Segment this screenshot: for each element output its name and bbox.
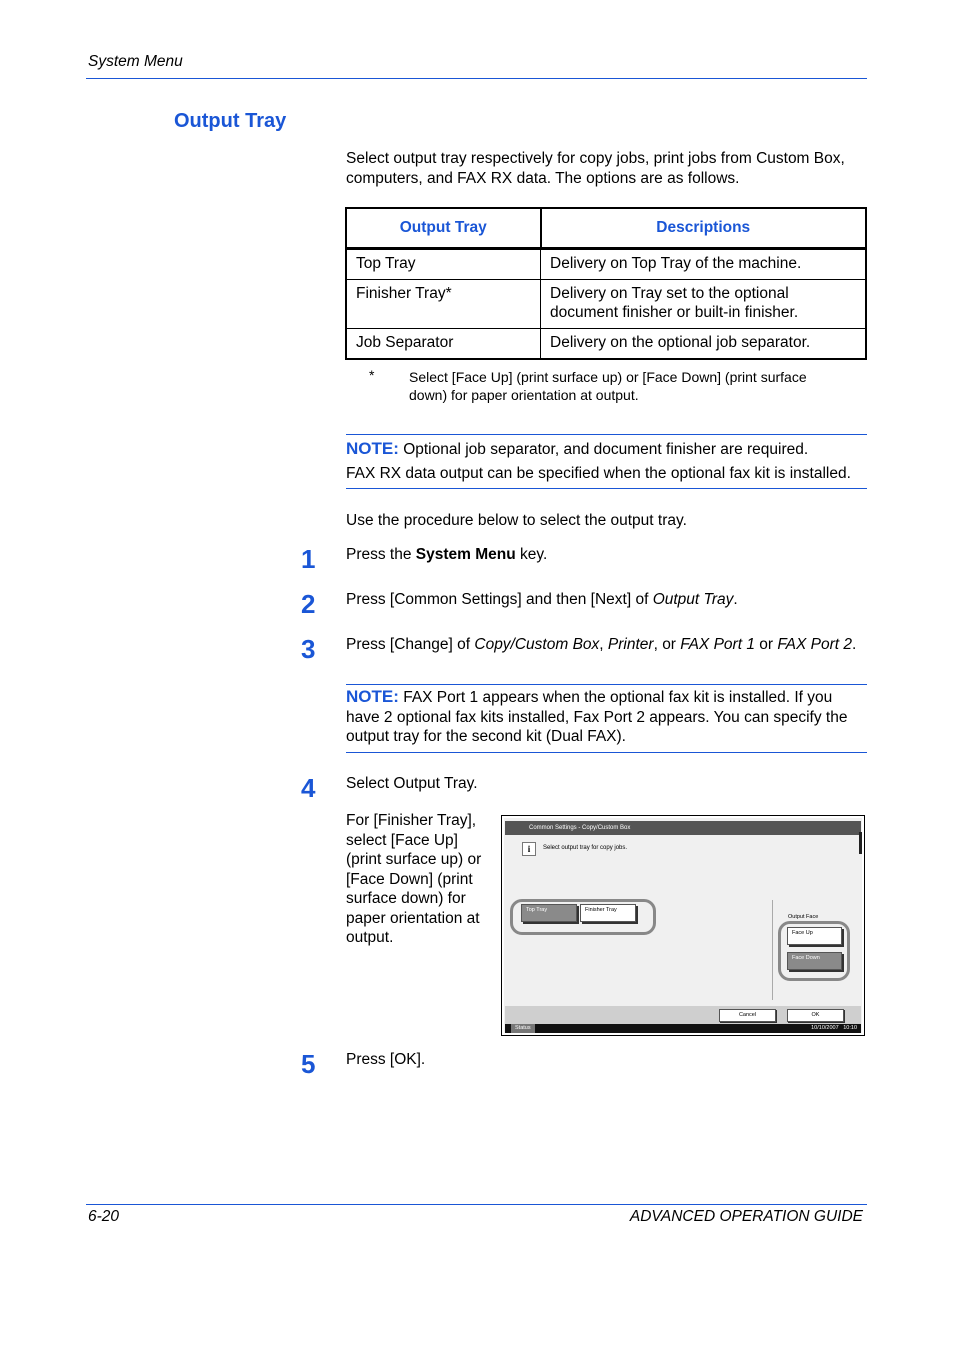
page-number: 6-20 (88, 1208, 120, 1225)
screen-divider (772, 900, 773, 1000)
table-cell-desc: Delivery on Top Tray of the machine. (541, 249, 867, 280)
table-header-output-tray: Output Tray (346, 208, 541, 249)
table-cell-tray: Top Tray (346, 249, 541, 280)
step-number-1: 1 (301, 544, 316, 574)
table-cell-tray: Finisher Tray* (346, 280, 541, 329)
output-tray-table (345, 207, 867, 360)
face-down-button[interactable]: Face Down (787, 952, 842, 970)
screen-scrollbar[interactable] (859, 832, 862, 854)
header-rule (86, 78, 867, 79)
note1-bottom-rule (346, 488, 867, 489)
note2: NOTE: FAX Port 1 appears when the optional fax kit is installed. If you have 2 optional fax kits installed, Fax Port 2 appears. You can specify the output tray for the second kit (Dual FAX). (346, 687, 848, 745)
step-number-2: 2 (301, 589, 316, 619)
running-header: System Menu (88, 53, 183, 70)
procedure-intro: Use the procedure below to select the output tray. (346, 512, 687, 529)
screen-message: Select output tray for copy jobs. (543, 845, 628, 851)
footnote-mark: * (369, 367, 375, 383)
note2-top-rule (346, 684, 867, 685)
note1: NOTE: Optional job separator, and document finisher are required. FAX RX data output can be specified when the optional fax kit is installed. (346, 439, 851, 482)
note-label: NOTE: (346, 687, 399, 706)
step-number-5: 5 (301, 1049, 316, 1079)
table-header-descriptions: Descriptions (541, 208, 867, 249)
screen-background (504, 818, 862, 1033)
guide-name: ADVANCED OPERATION GUIDE (629, 1208, 863, 1225)
face-up-button[interactable]: Face Up (787, 927, 842, 945)
table-row (346, 329, 866, 360)
intro-paragraph: Select output tray respectively for copy jobs, print jobs from Custom Box, computers, and FAX RX data. The options are as follows. (346, 150, 845, 187)
section-title: Output Tray (174, 110, 287, 132)
info-icon: i (522, 842, 536, 856)
footnote-text: Select [Face Up] (print surface up) or [Face Down] (print surface down) for paper orientation at output. (409, 369, 807, 403)
table-cell-tray: Job Separator (346, 329, 541, 360)
footer-rule (86, 1204, 867, 1205)
table-row (346, 249, 866, 280)
table-cell-desc: Delivery on Tray set to the optional document finisher or built-in finisher. (541, 280, 867, 329)
table-cell-desc: Delivery on the optional job separator. (541, 329, 867, 360)
note2-bottom-rule (346, 752, 867, 753)
step-4-detail: For [Finisher Tray], select [Face Up] (print surface up) or [Face Down] (print surface down) for paper orientation at output. (346, 812, 482, 946)
status-button[interactable]: Status (511, 1024, 535, 1033)
note-label: NOTE: (346, 439, 399, 458)
finisher-tray-button[interactable]: Finisher Tray (580, 904, 636, 922)
step-number-4: 4 (301, 773, 316, 803)
step-4-text: Select Output Tray. (346, 775, 478, 792)
table-row (346, 280, 866, 329)
note1-top-rule (346, 434, 867, 435)
step-3-text: Press [Change] of Copy/Custom Box, Printer, or FAX Port 1 or FAX Port 2. (346, 636, 857, 653)
step-1-text: Press the System Menu key. (346, 546, 548, 563)
step-2-text: Press [Common Settings] and then [Next] of Output Tray. (346, 591, 738, 608)
ok-button[interactable]: OK (787, 1009, 844, 1022)
screen-title-bar: Common Settings - Copy/Custom Box (505, 821, 861, 835)
status-bar (505, 1024, 861, 1033)
cancel-button[interactable]: Cancel (719, 1009, 776, 1022)
operation-panel-screenshot (501, 815, 865, 1036)
datetime: 10/10/2007 10:10 (811, 1025, 857, 1031)
output-face-label: Output Face (788, 914, 819, 920)
top-tray-button[interactable]: Top Tray (521, 904, 577, 922)
step-5-text: Press [OK]. (346, 1051, 426, 1068)
step-number-3: 3 (301, 634, 316, 664)
